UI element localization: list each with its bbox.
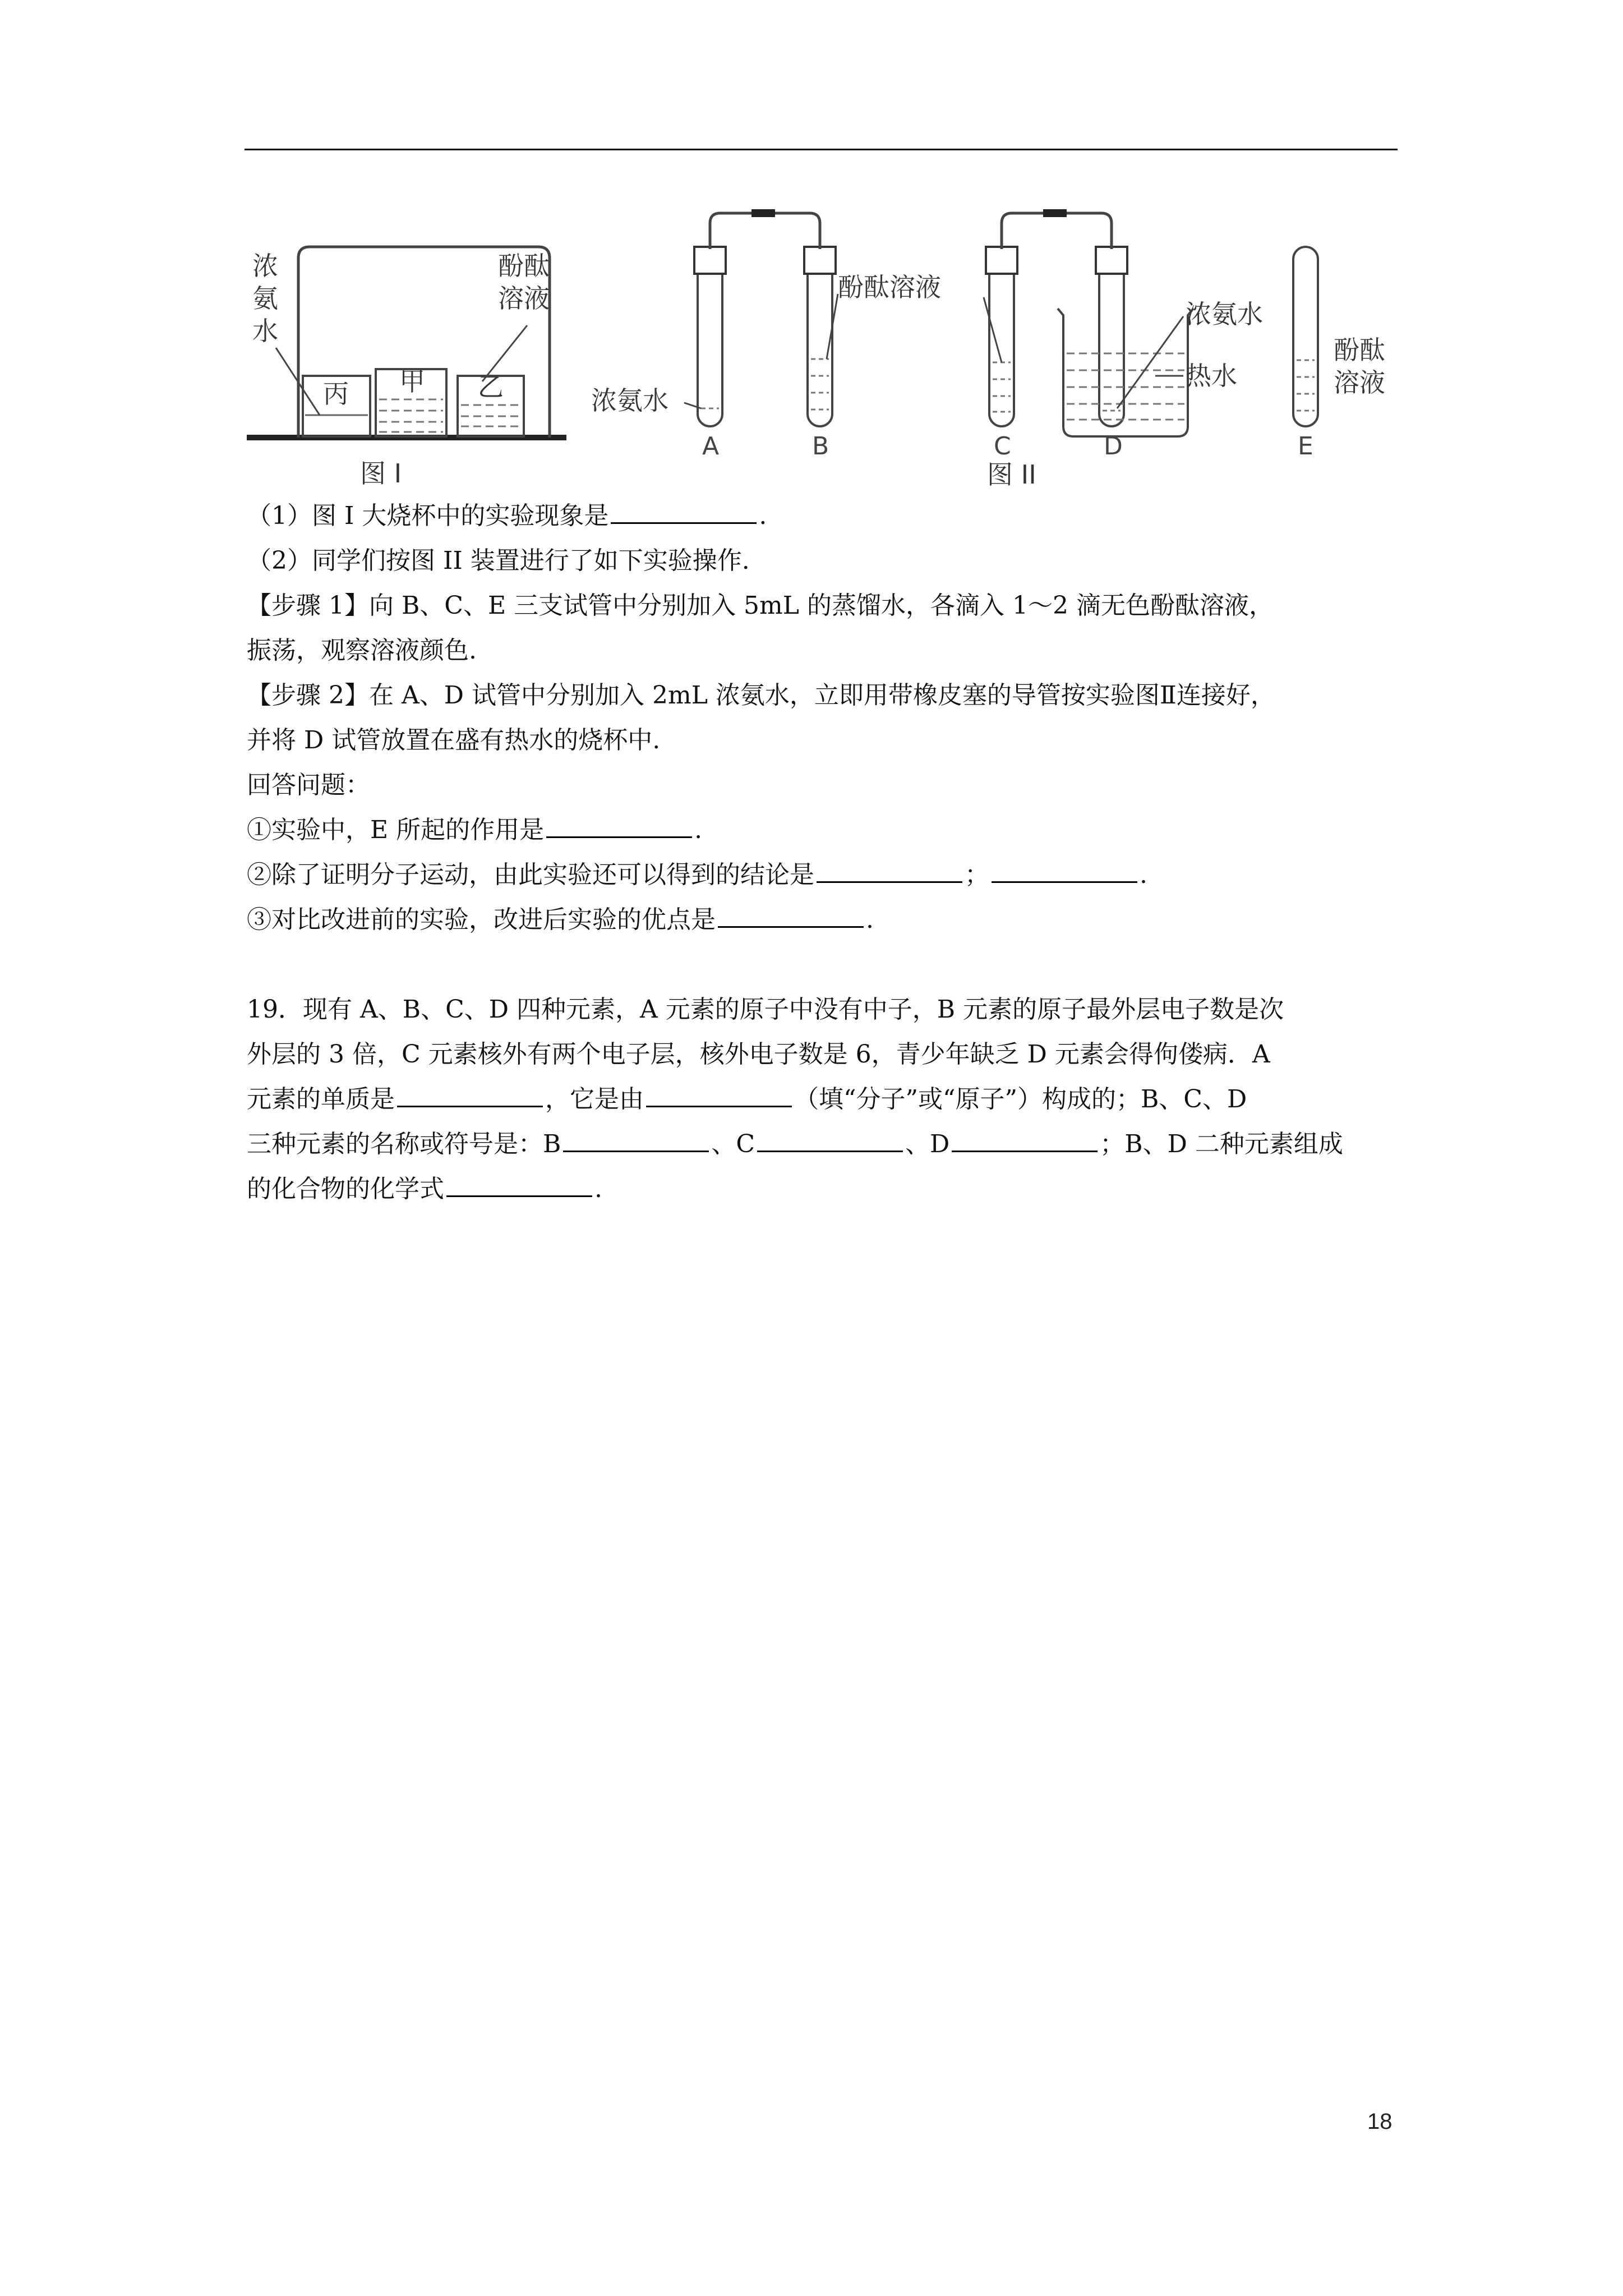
rubber-joint-cd	[1043, 209, 1067, 217]
q19-line5	[247, 1167, 1402, 1212]
tube-letter-c: C	[994, 432, 1011, 461]
q19-line3-a: 元素的单质是	[247, 1085, 395, 1114]
q2-step2-line2: 并将 D 试管放置在盛有热水的烧杯中.	[247, 726, 661, 754]
tube-d	[1099, 258, 1124, 426]
q2-step1-line2: 振荡，观察溶液颜色.	[247, 636, 477, 665]
q19-line4-b: 、C	[711, 1130, 755, 1158]
hot-water-liquid	[1067, 353, 1184, 420]
tube-c	[989, 258, 1014, 426]
stopper-b	[804, 247, 836, 274]
tube-c-liquid	[993, 362, 1011, 412]
q2-item2-blank-2[interactable]	[992, 859, 1137, 883]
beaker-label-bing: 丙	[323, 379, 349, 409]
q19-element-b-blank[interactable]	[563, 1128, 709, 1152]
label-hot-water: 热水	[1186, 361, 1237, 391]
label-phenol-bc: 酚酞溶液	[838, 272, 941, 302]
q1-answer-blank[interactable]	[611, 500, 757, 524]
q1-line	[247, 494, 1402, 539]
q19-line2: 外层的 3 倍，C 元素核外有两个电子层，核外电子数是 6，青少年缺乏 D 元素会得佝偻病．A	[247, 1040, 1270, 1069]
header-rule	[245, 149, 1398, 150]
q2-item2: ②除了证明分子运动，由此实验还可以得到的结论是	[247, 861, 814, 889]
q2-intro: （2）同学们按图 II 装置进行了如下实验操作.	[247, 546, 750, 575]
q2-item2-sep: ；	[965, 861, 989, 889]
label-phenol-1: 酚酞	[498, 251, 550, 281]
beaker-label-yi: 乙	[478, 372, 504, 402]
beaker-label-jia: 甲	[399, 366, 425, 397]
beaker-yi-liquid	[461, 405, 520, 426]
label-conc-ammonia-3: 水	[252, 316, 278, 346]
q2-item2-blank-1[interactable]	[817, 859, 962, 883]
q19-line4-d: ；B、D 二种元素组成	[1100, 1130, 1343, 1158]
stopper-d	[1096, 247, 1127, 274]
stopper-a	[694, 247, 726, 274]
page-number: 18	[1367, 2109, 1393, 2134]
question-body	[247, 494, 1402, 1212]
q19-element-a-blank[interactable]	[397, 1083, 543, 1107]
q19-element-c-blank[interactable]	[757, 1128, 903, 1152]
stopper-c	[986, 247, 1017, 274]
q2-item1: ①实验中，E 所起的作用是	[247, 816, 545, 844]
apparatus-e	[1293, 247, 1318, 426]
q2-item1-end: .	[694, 816, 703, 844]
connecting-tube-ab	[710, 213, 820, 249]
q2-answer-prompt: 回答问题：	[247, 771, 370, 799]
q19-line4	[247, 1122, 1402, 1167]
q19-line4-c: 、D	[905, 1130, 950, 1158]
label-phenol-2: 溶液	[498, 283, 550, 314]
rubber-joint-ab	[751, 209, 775, 217]
q19-line4-a: 三种元素的名称或符号是：B	[247, 1130, 561, 1158]
label-phenol-e-2: 溶液	[1334, 367, 1385, 398]
q19-element-d-blank[interactable]	[952, 1128, 1098, 1152]
tube-b	[808, 258, 832, 426]
apparatus-cd	[984, 209, 1193, 436]
q2-item3-blank[interactable]	[718, 904, 864, 928]
apparatus-ab	[684, 209, 838, 426]
tube-e	[1293, 247, 1318, 426]
q2-step2-line1: 【步骤 2】在 A、D 试管中分别加入 2mL 浓氨水，立即用带橡皮塞的导管按实验图Ⅱ连接好，	[247, 681, 1275, 710]
tube-letter-b: B	[812, 432, 829, 461]
leader-phenol-c	[984, 297, 1002, 362]
q1-text: （1）图 I 大烧杯中的实验现象是	[247, 501, 609, 530]
tube-letter-e: E	[1298, 432, 1313, 461]
leader-ammonia-d	[1117, 316, 1183, 408]
label-conc-ammonia-2: 氨	[252, 283, 278, 314]
figure-2	[591, 209, 1385, 490]
label-conc-ammonia-a: 浓氨水	[591, 385, 668, 416]
q2-item1-line	[247, 808, 1402, 853]
q1-end: .	[759, 501, 767, 530]
q19-line5-a: 的化合物的化学式	[247, 1175, 444, 1203]
label-conc-ammonia-d: 浓氨水	[1186, 299, 1263, 329]
q19-line3-b: ，它是由	[545, 1085, 644, 1114]
q19-line3	[247, 1077, 1402, 1122]
experiment-diagram	[236, 191, 1413, 505]
figure-1	[247, 247, 566, 489]
tube-letter-d: D	[1104, 432, 1123, 461]
tube-e-liquid	[1297, 360, 1315, 411]
figure-1-caption: 图 I	[360, 458, 402, 489]
beaker-jia-liquid	[379, 399, 443, 432]
q19-composition-blank[interactable]	[646, 1083, 792, 1107]
q2-item3-end: .	[866, 905, 874, 934]
q2-item2-line	[247, 853, 1402, 898]
hot-water-beaker	[1058, 309, 1193, 436]
q19-formula-blank[interactable]	[446, 1173, 592, 1197]
connecting-tube-cd	[1002, 213, 1112, 249]
q2-item3-line	[247, 898, 1402, 942]
label-conc-ammonia-1: 浓	[252, 251, 278, 281]
q2-step1-line1: 【步骤 1】向 B、C、E 三支试管中分别加入 5mL 的蒸馏水，各滴入 1～2 滴无色酚酞溶液，	[247, 591, 1274, 620]
section-gap	[247, 942, 1402, 987]
experiment-figure	[236, 191, 1413, 505]
q2-item1-blank[interactable]	[546, 814, 692, 838]
tube-b-liquid	[811, 359, 829, 409]
tube-a	[698, 258, 722, 426]
q2-item3: ③对比改进前的实验，改进后实验的优点是	[247, 905, 716, 934]
q19-line5-end: .	[594, 1175, 602, 1203]
figure-2-caption: 图 II	[987, 459, 1036, 490]
tube-letter-a: A	[702, 432, 720, 461]
q2-item2-end: .	[1140, 861, 1147, 889]
label-phenol-e-1: 酚酞	[1334, 335, 1385, 365]
q19-line3-c: （填“分子”或“原子”）构成的；B、C、D	[794, 1085, 1247, 1114]
q19-line1: 19．现有 A、B、C、D 四种元素，A 元素的原子中没有中子，B 元素的原子最外层电子数是次	[247, 995, 1284, 1024]
